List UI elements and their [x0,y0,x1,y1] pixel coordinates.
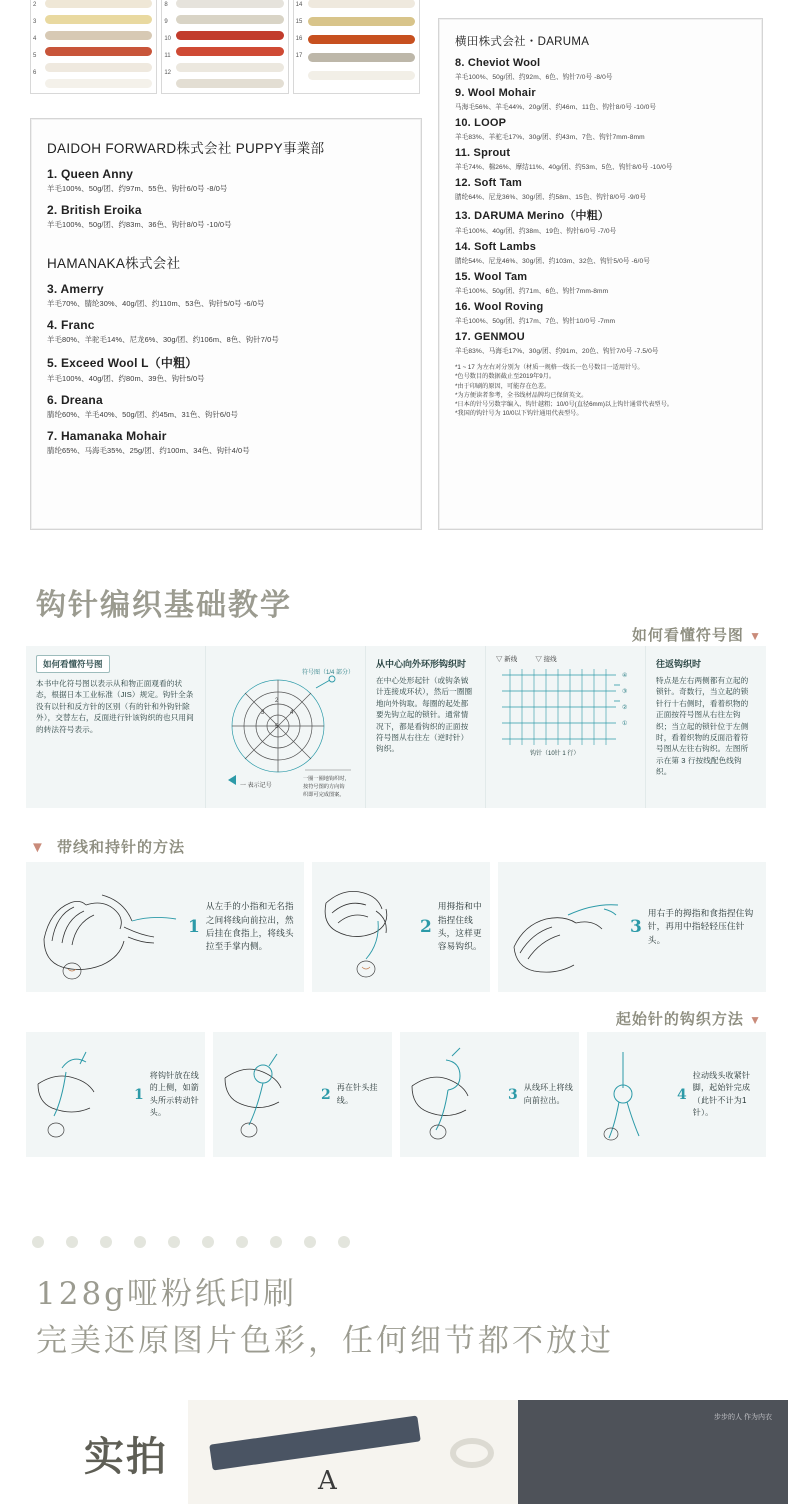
step-row-slip-knot [26,1032,766,1157]
svg-text:①: ① [622,721,628,727]
step-card [26,1032,205,1157]
step-number: 1 [134,1086,144,1103]
yarn-name: 10. LOOP [455,117,507,129]
swatch-rows [294,0,419,93]
divider-dot [134,1236,146,1248]
hook-illustration [593,1038,671,1151]
diagram-body: 特点是左右两侧都有立起的锁针。奇数行，当立起的锁针行十右侧时，看着织物的正面按符号图从右往左钩织；当立起的锁针位于左侧时，看着织物的反面沿着符号图从左往右钩织。左图所示在第 3 行按线配色线钩织。 [656,676,749,777]
step-text: 拉动线头收紧针脚，起始针完成（此针不计为1针）。 [692,1070,751,1117]
svg-text:4: 4 [290,710,294,716]
step-number: 3 [630,917,642,937]
swatch-card [161,0,288,94]
step-card [26,862,304,992]
svg-text:2: 2 [275,698,279,704]
yarn-spec: 羊毛74%、棉26%、摩结11%、40g/团、约53m、5色、钩针8/0号 -10/0号 [455,164,673,171]
step-card [213,1032,392,1157]
list-item [455,57,746,81]
list-item [455,87,746,111]
list-item [47,318,405,345]
svg-text:②: ② [622,705,628,711]
yarn-name: 6. Dreana [47,393,103,407]
yarn-spec: 羊毛100%、50g/团、约83m、36色、钩针8/0号 -10/0号 [47,220,232,229]
list-item [47,429,405,456]
product-photo [188,1400,788,1504]
subhead-label: 起始针的钩织方法 [615,1011,744,1028]
yarn-name: 17. GENMOU [455,331,525,343]
yarn-name: 11. Sprout [455,147,511,159]
brand-heading-puppy: DAIDOH FORWARD株式会社 PUPPY事業部 [47,141,325,156]
yarn-list-panel-left [30,118,422,530]
step-text: 再在针头挂线。 [336,1083,378,1105]
list-item [455,331,746,355]
step-number: 4 [677,1086,687,1103]
photo-caption: 步步的人 作为内衣 [714,1414,772,1421]
step-card [312,862,490,992]
list-item [47,393,405,420]
yarn-name: 5. Exceed Wool L（中粗） [47,356,198,370]
svg-text:③: ③ [622,689,628,695]
step-number: 1 [188,917,200,937]
list-item [455,241,746,265]
svg-text:一 表示记号: 一 表示记号 [240,783,272,789]
hand-illustration [504,869,624,986]
diagram-column-backforth [646,646,766,808]
step-card [498,862,766,992]
list-item [455,207,746,235]
section-heading-holding-yarn [30,836,185,857]
divider-dot [32,1236,44,1248]
photo-letter: A [318,1466,337,1496]
svg-text:④: ④ [622,673,628,679]
divider-dot [168,1236,180,1248]
yarn-name: 9. Wool Mohair [455,87,536,99]
swatch-numbers: 8 9 10 11 12 [164,2,172,76]
promo-headline-paper: 128g哑粉纸印刷 [36,1276,298,1312]
list-item [47,282,405,309]
list-item [455,271,746,295]
diagram-body: 在中心处形起针（或钩条钺计连接成环状），然后一圈圈地向外钩取。每圈的起处都要先钩立起的锁针。通常情况下，都是看钩织的正面按符号图从右往左（逆时针）钩织。 [376,676,473,754]
yarn-spec: 腈纶64%、尼龙36%、30g/团、约58m、15色、钩针8/0号 -9/0号 [455,194,647,201]
brand-heading-daruma: 横田株式会社・DARUMA [455,36,590,48]
swatch-rows [31,0,156,93]
yarn-name: 2. British Eroika [47,203,142,217]
divider-dot [202,1236,214,1248]
yarn-spec: 羊毛100%、40g/团、约80m、39色、钩针5/0号 [47,374,205,383]
photo-knit-ring [450,1438,494,1468]
swatch-card [293,0,420,94]
diagram-column-circular [366,646,486,808]
svg-text:3: 3 [261,710,265,716]
footnote: *为方便读者参考，全书线材品牌均已保留英文。 [455,391,588,399]
yarn-spec: 马海毛56%、羊毛44%、20g/团、约46m、11色、钩针8/0号 -10/0号 [455,104,657,111]
divider-dot [338,1236,350,1248]
footnote: *1 ~ 17 为左右对分别为（材质一规格一线长一色号数目一适用针号。 [455,364,644,371]
divider-dot [304,1236,316,1248]
list-item [455,147,746,171]
footnote: *我国的钩针号为 10/0以下钩针通用代表型号。 [455,410,583,418]
diagram-title: 从中心向外环形钩织时 [376,659,467,669]
subhead-label: 如何看懂符号图 [631,627,744,644]
step-text: 从线环上将线向前拉出。 [523,1083,573,1105]
step-text: 将钩针放在线的上侧，如箭头所示转动针头。 [149,1070,199,1117]
symbol-chart-diagram-band [26,646,766,808]
divider-dot [270,1236,282,1248]
list-item [47,203,405,230]
hand-illustration [318,869,414,986]
swatch-numbers: 14 15 16 17 [295,2,303,59]
yarn-spec: 羊毛83%、马海毛17%、30g/团、约91m、20色、钩针7/0号 -7.5/0号 [455,348,659,355]
yarn-spec: 羊毛83%、羊驼毛17%、30g/团、约43m、7色、钩针7mm-8mm [455,134,645,141]
list-item [455,301,746,325]
triangle-down-icon: ▼ [749,1013,762,1027]
yarn-spec: 腈纶54%、尼龙46%、30g/团、约103m、32色、钩针5/0号 -6/0号 [455,258,650,265]
svg-text:一圈一圈地钩织时，: 一圈一圈地钩织时， [303,776,350,782]
triangle-down-icon: ▼ [749,629,762,643]
brand-heading-hamanaka: HAMANAKA株式会社 [47,256,181,271]
list-item [455,177,746,201]
step-card [400,1032,579,1157]
yarn-name: 3. Amerry [47,282,104,296]
triangle-down-icon: ▼ [30,839,46,856]
swatch-numbers: 2 3 4 5 6 [33,2,37,76]
yarn-spec: 羊毛100%、50g/团、约71m、6色、钩针7mm-8mm [455,288,609,295]
yarn-spec: 羊毛100%、50g/团、约97m、55色、钩针6/0号 -8/0号 [47,184,228,193]
hook-illustration [32,1038,128,1151]
motif-note-bracket [303,762,363,802]
yarn-name: 7. Hamanaka Mohair [47,429,167,443]
step-number: 2 [420,917,432,937]
yarn-spec: 腈纶60%、羊毛40%、50g/团、约45m、31色、钩针6/0号 [47,410,239,419]
yarn-name: 14. Soft Lambs [455,241,537,253]
row-chart-diagram [496,665,644,757]
diagram-body: 本书中化符号图以表示从和物正面观看的状态，根据日本工业标准（JIS）规定。钩针全条没有以针和反方针的区别（有的针和外钩针除外），交替左右，反面进行针该钩织的也只用间的转法符号表示。 [36,679,194,734]
yarn-spec: 羊毛80%、羊驼毛14%、尼龙6%、30g/团、约106m、8色、钩针7/0号 [47,335,279,344]
divider-dot [66,1236,78,1248]
step-row-holding-yarn [26,862,766,992]
legend-join-line: ▽ 接线 [535,656,557,663]
yarn-name: 16. Wool Roving [455,301,544,313]
list-item [455,117,746,141]
hand-illustration [32,869,182,986]
yarn-spec: 羊毛100%、50g/团、约17m、7色、钩针10/0号 -7mm [455,318,616,325]
yarn-swatch-strip [30,0,420,94]
step-text: 用拇指和中指捏住线头，这样更容易钩织。 [437,901,482,952]
step-number: 3 [508,1086,518,1103]
yarn-spec: 羊毛100%、40g/团、约38m、19色、钩针6/0号 -7/0号 [455,228,617,235]
yarn-name: 8. Cheviot Wool [455,57,541,69]
promo-headline-color: 完美还原图片色彩，任何细节都不放过 [36,1323,614,1359]
svg-text:符号图（1/4 部分）: 符号图（1/4 部分） [302,670,355,676]
footnote: *由于印刷的原因，可能存在色差。 [455,382,551,390]
page-title: 钩针编织基础教学 [36,588,292,623]
swatch-rows [162,0,287,93]
list-item [47,354,405,384]
yarn-spec: 羊毛100%、50g/团、约92m、6色、钩针7/0号 -8/0号 [455,74,613,81]
footnotes [455,363,746,419]
step-card [587,1032,766,1157]
svg-text:按符号图的方向钩: 按符号图的方向钩 [303,784,345,790]
list-item [47,167,405,194]
svg-text:钩针（10针 1 行）: 钩针（10针 1 行） [530,751,580,757]
yarn-name: 12. Soft Tam [455,177,522,189]
yarn-name: 13. DARUMA Merino（中粗） [455,210,610,222]
section-heading-slip-knot [616,1008,762,1029]
swatch-card [30,0,157,94]
diagram-title: 往返钩织时 [656,659,702,669]
yarn-spec: 羊毛70%、腈纶30%、40g/团、约110m、53色、钩针5/0号 -6/0号 [47,299,265,308]
diagram-column-intro [26,646,206,808]
diagram-column-rows [486,646,646,808]
step-text: 从左手的小指和无名指之间将线向前拉出，然后挂在食指上，将线头拉至手掌内侧。 [205,901,294,952]
step-number: 2 [321,1086,331,1103]
hook-illustration [406,1038,502,1151]
yarn-name: 15. Wool Tam [455,271,528,283]
yarn-name: 1. Queen Anny [47,167,134,181]
yarn-list-panel-right [438,18,763,530]
divider-dot [236,1236,248,1248]
diagram-column-motif [206,646,366,808]
svg-text:织即可完成图案。: 织即可完成图案。 [303,792,345,798]
promo-overlay-text: 实拍 [84,1433,168,1480]
step-text: 用右手的拇指和食指捏住钩针，再用中指轻轻压住针头。 [647,908,754,945]
legend-new-line: ▽ 新线 [496,656,518,663]
subhead-label: 带线和持针的方法 [57,839,186,856]
svg-text:5: 5 [275,724,279,730]
yarn-name: 4. Franc [47,318,95,332]
section-heading-symbol-chart [632,624,762,645]
footnote: *色号数目的数据截止至2019年9月。 [455,373,556,381]
hook-illustration [219,1038,315,1151]
yarn-spec: 腈纶65%、马海毛35%、25g/团、约100m、34色、钩针4/0号 [47,446,250,455]
diagram-title: 如何看懂符号图 [36,655,110,673]
footnote: *日本的针号另数字编入、钩针越粗；10/0号(直径6mm)以上钩针通常代表型号。 [455,401,673,409]
dots-divider [32,1236,350,1248]
divider-dot [100,1236,112,1248]
